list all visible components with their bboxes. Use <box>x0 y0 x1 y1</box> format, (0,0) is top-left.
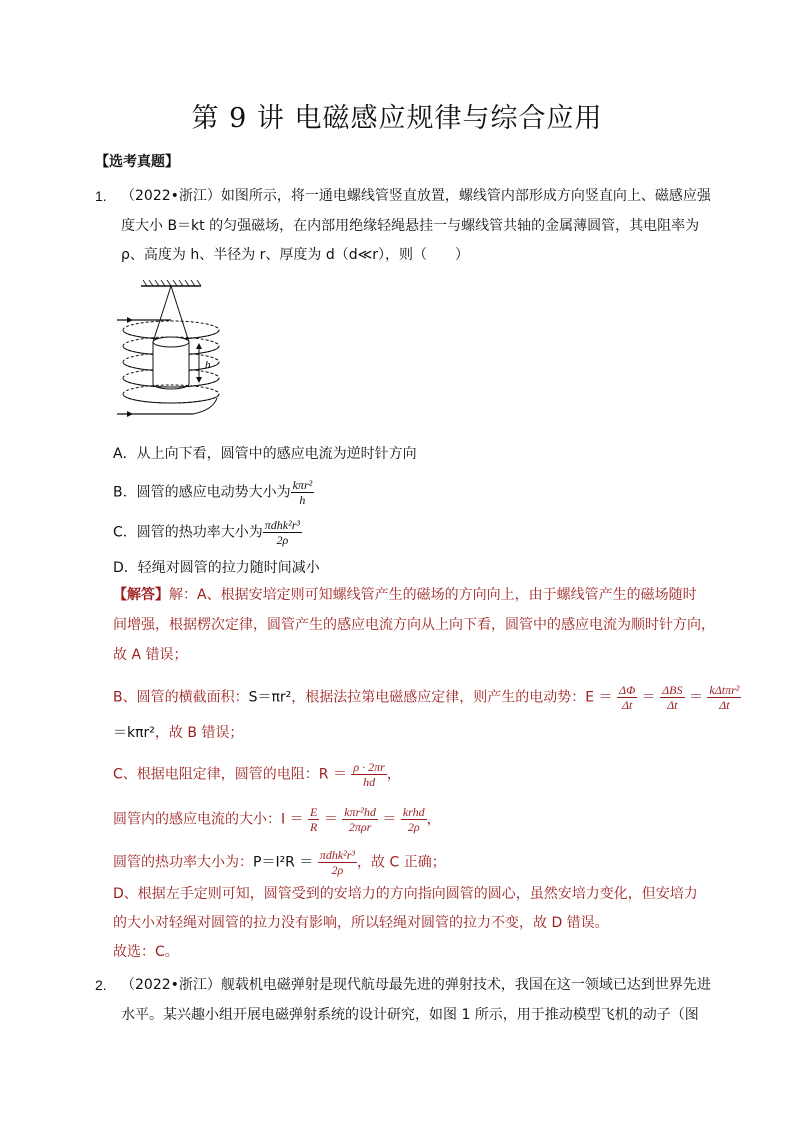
page-title: 第 9 讲 电磁感应规律与综合应用 <box>191 103 603 134</box>
fraction-1 <box>617 683 637 712</box>
option-b <box>113 478 314 507</box>
answer-line-10: 的大小对轻绳对圆管的拉力没有影响，所以轻绳对圆管的拉力不变，故 D 错误。 <box>113 915 609 931</box>
frac-num: krhd <box>402 805 425 819</box>
text: 圆管的热功率大小为： <box>113 854 253 871</box>
option-c-text: C．圆管的热功率大小为 <box>113 524 263 541</box>
answer-line-5 <box>113 723 243 743</box>
text: 圆管内的感应电流的大小：I ＝ <box>113 811 304 828</box>
frac-den: Δt <box>667 698 678 712</box>
option-c-fraction <box>263 518 302 547</box>
answer-line-9: D、根据左手定则可知，圆管受到的安培力的方向指向圆管的圆心，虽然安培力变化，但安培力 <box>113 886 698 902</box>
frac-den: 2ρ <box>331 863 344 877</box>
option-a: A．从上向下看，圆管中的感应电流为逆时针方向 <box>113 446 417 462</box>
option-d: D．轻绳对圆管的拉力随时间减小 <box>113 560 320 576</box>
question-1-line-2: 度大小 B＝kt 的匀强磁场，在内部用绝缘轻绳悬挂一与螺线管共轴的金属薄圆管，其电阻率为 <box>121 218 700 234</box>
frac-den: 2ρ <box>276 533 289 547</box>
answer-line-4: B、圆管的横截面积：S＝πr²，根据法拉第电磁感应定律，则产生的电动势：E ＝ $\frac{\Delta\Phi}{\Delta t}$ ＝ $\frac{\text{ΔBS}}{\Delta t}$ ＝ $\frac{\text{kΔtπr²}}{\Delta t}$ <box>113 683 740 712</box>
frac-num: kπr² <box>292 478 313 492</box>
answer-line-6 <box>113 760 401 789</box>
formula: S＝πr² <box>248 689 292 706</box>
frac-num: ΔBS <box>662 683 683 697</box>
text: ，根据法拉第电磁感应定律，则产生的电动势：E ＝ <box>291 689 613 706</box>
question-2-line-2: 水平。某兴趣小组开展电磁弹射系统的设计研究，如图 1 所示，用于推动模型飞机的动子（图 <box>121 1007 699 1023</box>
formula: ＝kπr² <box>113 725 155 741</box>
frac-num: πdhk²r³ <box>319 848 356 862</box>
frac-num: πdhk²r³ <box>264 518 300 532</box>
text: ，故 C 正确； <box>357 854 446 871</box>
text: C、根据电阻定律，圆管的电阻：R ＝ <box>113 766 347 783</box>
fraction-3 <box>707 683 741 712</box>
fraction-8 <box>318 848 357 877</box>
frac-num: kπr²hd <box>344 805 376 819</box>
solenoid-diagram <box>113 280 223 430</box>
formula: P＝I²R ＝ <box>253 854 314 871</box>
text: ，故 B 错误； <box>154 725 244 741</box>
option-b-fraction <box>291 478 315 507</box>
height-label: h <box>205 359 211 371</box>
frac-num: ρ · 2πr <box>353 760 385 774</box>
frac-den: 2ρ <box>407 820 420 834</box>
answer-text: 解：A、根据安培定则可知螺线管产生的磁场的方向向上，由于螺线管产生的磁场随时 <box>169 587 697 603</box>
question-2-line-1: （2022•浙江）舰载机电磁弹射是现代航母最先进的弹射技术，我国在这一领域已达到世界先进 <box>121 977 711 993</box>
question-2-number: 2. <box>95 977 107 993</box>
option-b-text: B．圆管的感应电动势大小为 <box>113 484 291 501</box>
fraction-2 <box>660 683 684 712</box>
frac-den: hd <box>363 775 376 789</box>
answer-line-3: 故 A 错误； <box>113 647 188 663</box>
question-1-line-3: ρ、高度为 h、半径为 r、厚度为 d（d≪r），则（ ） <box>121 247 470 263</box>
frac-den: 2πρr <box>348 820 372 834</box>
fraction-6 <box>342 805 378 834</box>
text: ， <box>386 766 401 783</box>
frac-den: R <box>310 820 318 834</box>
answer-tag: 【解答】 <box>113 587 169 603</box>
section-heading: 【选考真题】 <box>95 154 179 170</box>
frac-num: kΔtπr² <box>709 683 740 697</box>
text: ， <box>426 811 441 828</box>
frac-num: ΔΦ <box>619 683 636 697</box>
option-c <box>113 518 302 547</box>
text: B、圆管的横截面积： <box>113 689 249 706</box>
answer-line-8 <box>113 848 446 877</box>
fraction-5 <box>308 805 319 834</box>
frac-den: h <box>299 493 306 507</box>
fraction-7 <box>401 805 427 834</box>
answer-line-7: 圆管内的感应电流的大小：I ＝ $\frac{E}{R}$ ＝ $\frac{\text{kπr²hd}}{\text{2πρr}}$ ＝ $\frac{\text{krhd}}{2\rho}$ ， <box>113 805 441 834</box>
question-1-number: 1. <box>95 188 107 204</box>
answer-line-11: 故选：C。 <box>113 944 179 960</box>
frac-num: E <box>310 805 318 819</box>
answer-line-1 <box>113 585 697 605</box>
fraction-4 <box>351 760 386 789</box>
frac-den: Δt <box>621 698 633 712</box>
frac-den: Δt <box>719 698 730 712</box>
answer-line-2: 间增强，根据楞次定律，圆管产生的感应电流方向从上向下看，圆管中的感应电流为顺时针方向， <box>113 617 715 633</box>
question-1-line-1: （2022•浙江）如图所示，将一通电螺线管竖直放置，螺线管内部形成方向竖直向上、磁感应强 <box>121 188 711 204</box>
